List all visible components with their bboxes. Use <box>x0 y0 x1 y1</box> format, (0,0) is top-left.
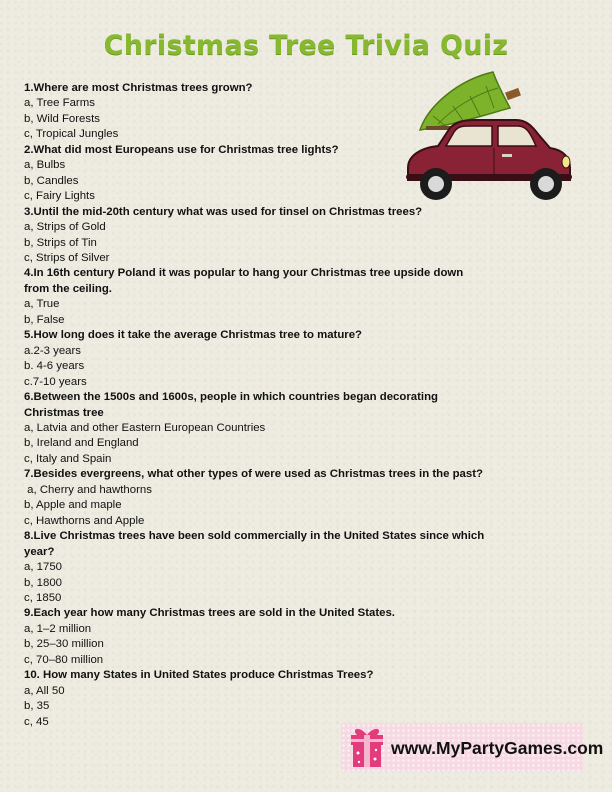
answer-option: b, Wild Forests <box>24 112 100 125</box>
answer-option: b, Apple and maple <box>24 499 122 512</box>
answer-option: b, Strips of Tin <box>24 236 97 249</box>
answer-option: b, Candles <box>24 174 79 187</box>
answer-option: a, Latvia and other Eastern European Countries <box>24 421 266 434</box>
answer-option: a, All 50 <box>24 684 65 697</box>
website-link[interactable]: www.MyPartyGames.com <box>391 738 604 758</box>
answer-option: b, Ireland and England <box>24 437 139 450</box>
question-text: 6.Between the 1500s and 1600s, people in which countries began decorating <box>24 391 438 404</box>
question-text: Christmas tree <box>24 406 104 419</box>
question-text: 7.Besides evergreens, what other types of were used as Christmas trees in the past? <box>24 468 483 481</box>
gift-box-icon <box>347 725 387 769</box>
question-text: 10. How many States in United States produce Christmas Trees? <box>24 669 374 682</box>
answer-option: a, Tree Farms <box>24 97 95 110</box>
page-title: Christmas Tree Trivia Quiz <box>103 30 509 61</box>
answer-option: c, 1850 <box>24 591 62 604</box>
question-text: 5.How long does it take the average Christmas tree to mature? <box>24 329 363 342</box>
answer-option: c, 45 <box>24 715 49 728</box>
website-banner <box>341 723 604 771</box>
answer-option: a, Strips of Gold <box>24 221 106 234</box>
question-text: 2.What did most Europeans use for Christmas tree lights? <box>24 143 339 156</box>
answer-option: c, Fairy Lights <box>24 190 95 203</box>
question-text: year? <box>24 545 55 558</box>
car-with-christmas-tree-icon <box>398 68 578 208</box>
answer-option: b, 25–30 million <box>24 638 104 651</box>
answer-option: b, 35 <box>24 700 50 713</box>
answer-option: c, 70–80 million <box>24 653 104 666</box>
question-text: from the ceiling. <box>24 282 112 295</box>
answer-option: c, Tropical Jungles <box>24 128 119 141</box>
answer-option: c, Italy and Spain <box>24 452 112 465</box>
answer-option: a, True <box>24 298 60 311</box>
answer-option: a, Cherry and hawthorns <box>24 483 152 496</box>
question-text: 8.Live Christmas trees have been sold commercially in the United States since which <box>24 530 485 543</box>
answer-option: c, Hawthorns and Apple <box>24 514 145 527</box>
question-text: 9.Each year how many Christmas trees are sold in the United States. <box>24 607 395 620</box>
answer-option: a.2-3 years <box>24 344 81 357</box>
answer-option: b, False <box>24 313 65 326</box>
answer-option: b, 1800 <box>24 576 63 589</box>
answer-option: c, Strips of Silver <box>24 251 110 264</box>
question-text: 3.Until the mid-20th century what was used for tinsel on Christmas trees? <box>24 205 423 218</box>
answer-option: a, Bulbs <box>24 159 66 172</box>
question-text: 1.Where are most Christmas trees grown? <box>24 82 253 94</box>
answer-option: a, 1–2 million <box>24 622 92 635</box>
answer-option: b. 4-6 years <box>24 360 85 373</box>
answer-option: a, 1750 <box>24 561 63 574</box>
answer-option: c.7-10 years <box>24 375 87 388</box>
question-text: 4.In 16th century Poland it was popular to hang your Christmas tree upside down <box>24 267 464 280</box>
